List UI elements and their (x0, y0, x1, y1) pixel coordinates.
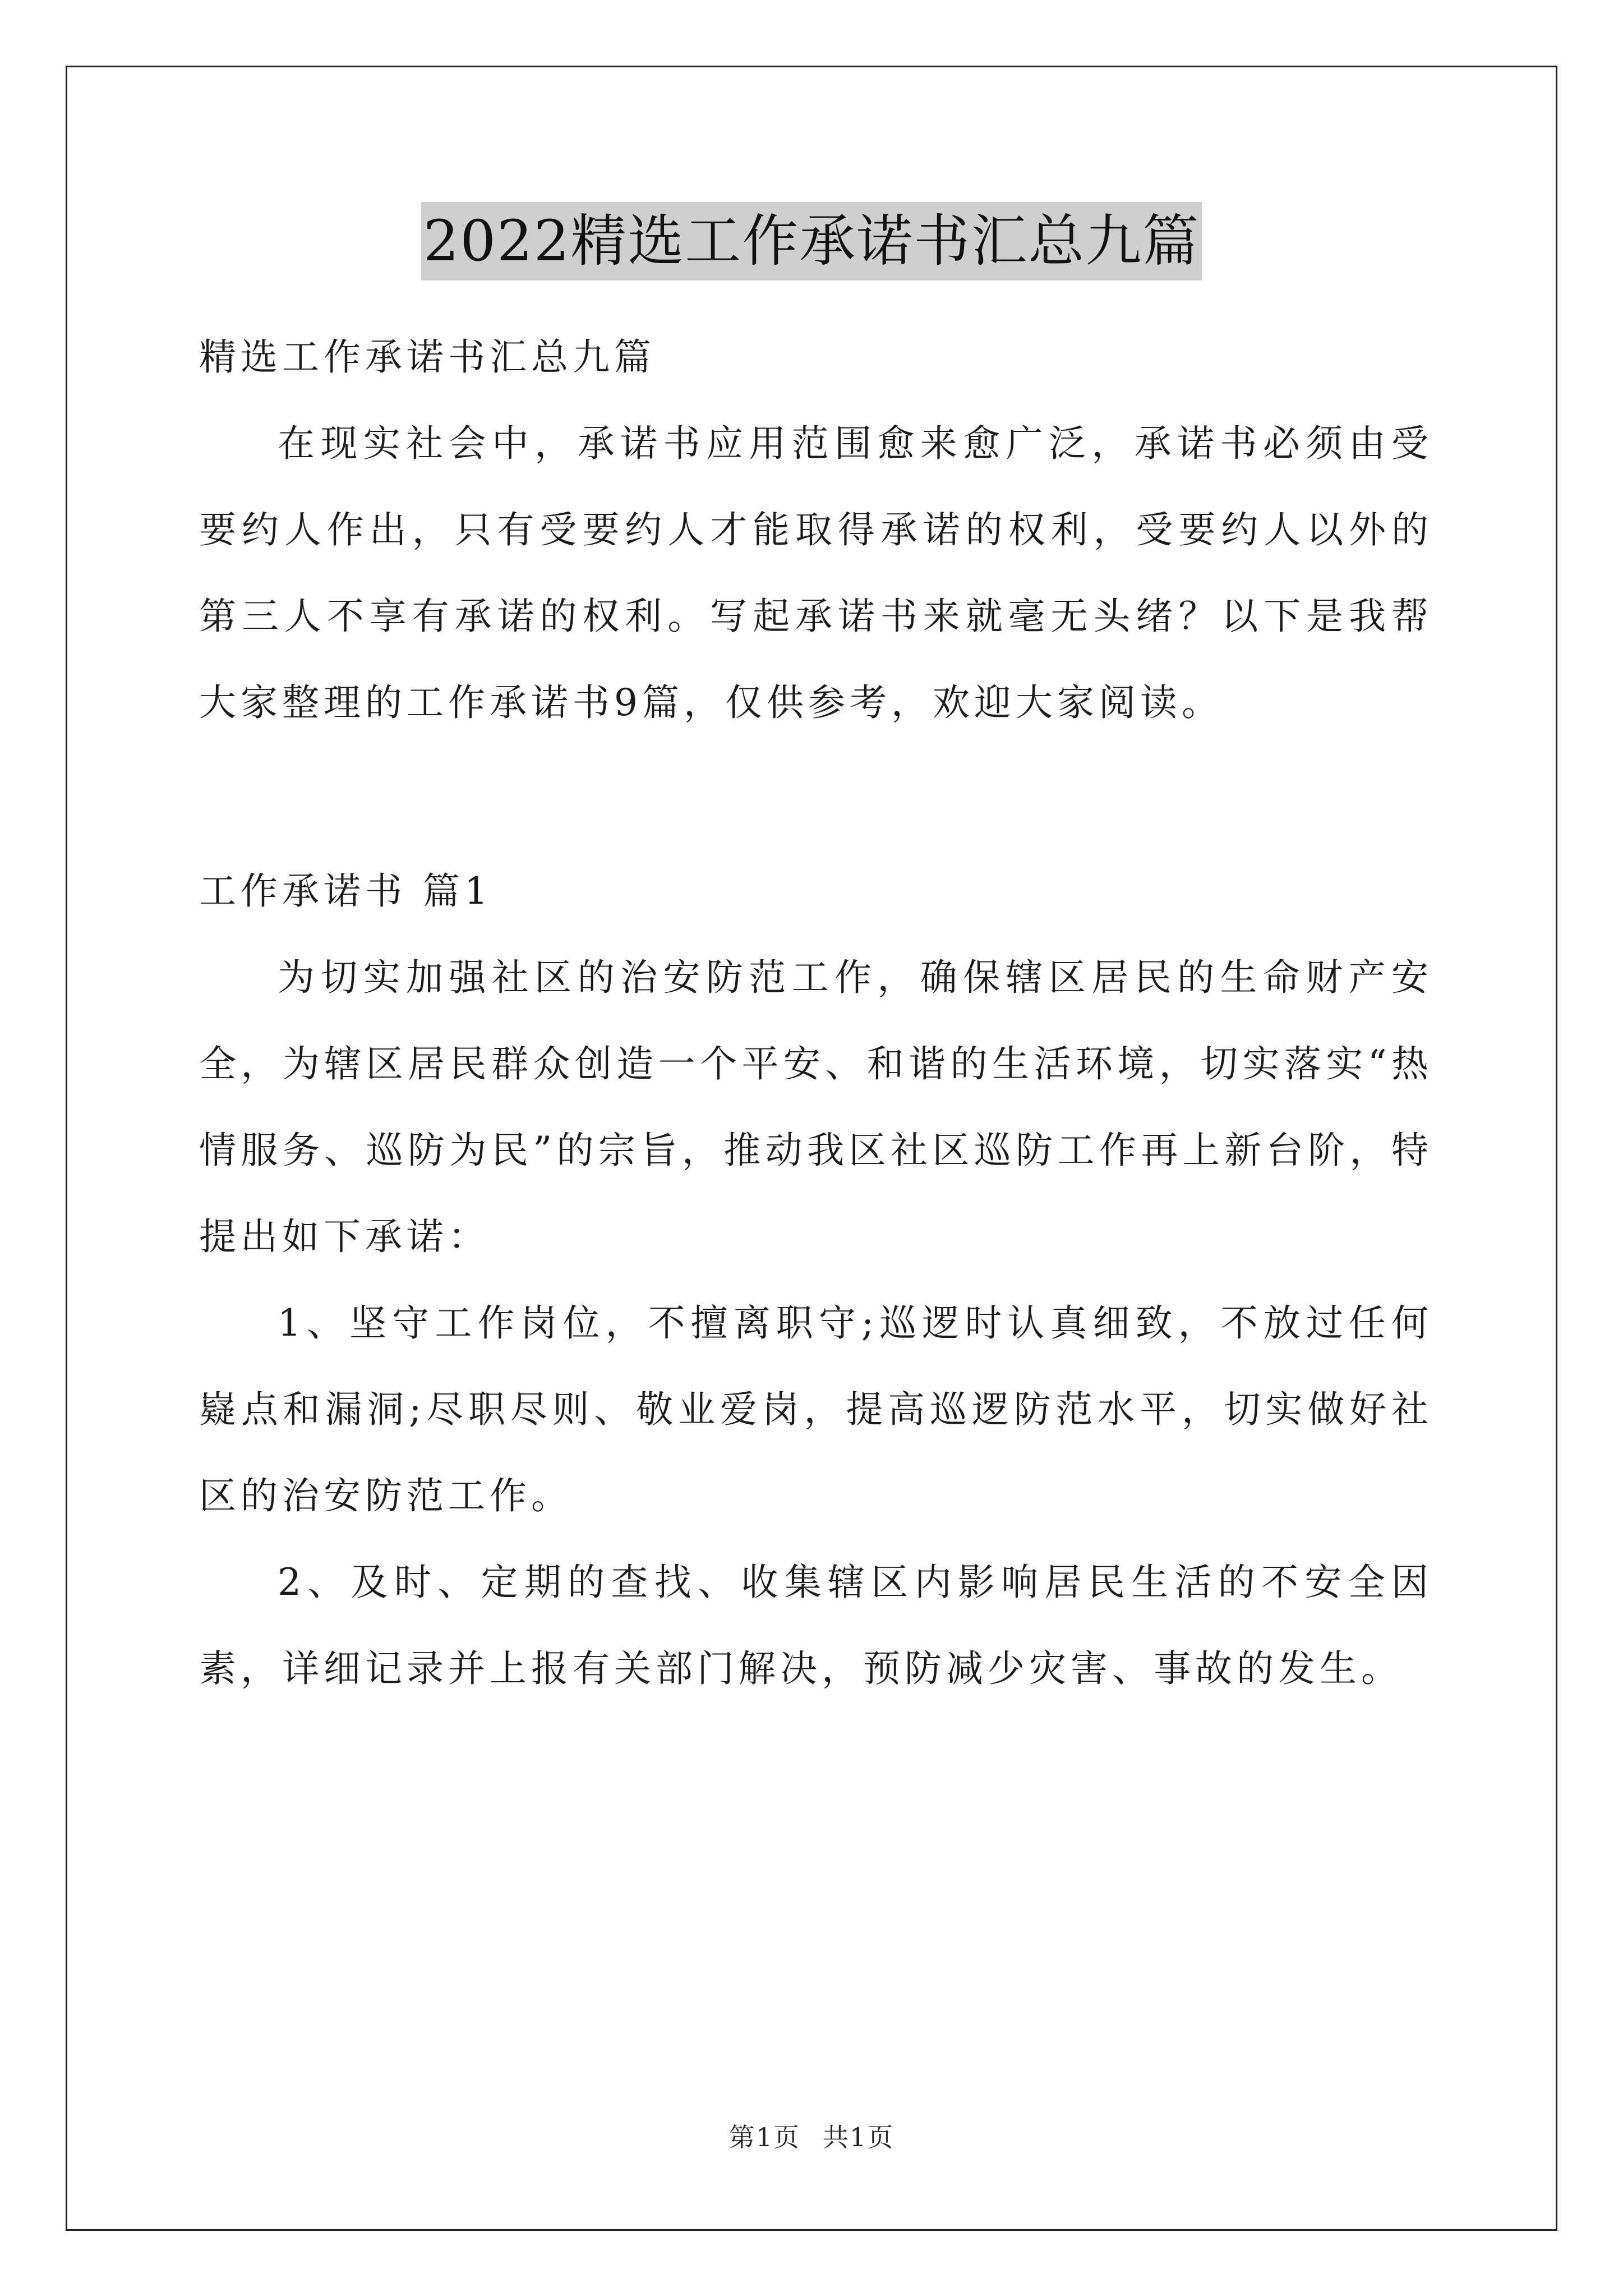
page-footer (0, 2120, 1623, 2154)
list-item: 1、坚守工作岗位，不擅离职守;巡逻时认真细致，不放过任何嶷点和漏洞;尽职尽则、敬业爱岗，提高巡逻防范水平，切实做好社区的治安防范工作。 (199, 1301, 1433, 1517)
document-subtitle: 精选工作承诺书汇总九篇 (199, 335, 656, 379)
page-number: 第1页 (728, 2122, 800, 2152)
intro-paragraph: 在现实社会中，承诺书应用范围愈来愈广泛，承诺书必须由受要约人作出，只有受要约人才能取得承诺的权利，受要约人以外的第三人不享有承诺的权利。写起承诺书来就毫无头绪？以下是我帮大家整理的工作承诺书9篇，仅供参考，欢迎大家阅读。 (199, 422, 1433, 724)
section-paragraph: 为切实加强社区的治安防范工作，确保辖区居民的生命财产安全，为辖区居民群众创造一个平安、和谐的生活环境，切实落实“热情服务、巡防为民”的宗旨，推动我区社区巡防工作再上新台阶，特提出如下承诺： (199, 956, 1433, 1258)
page-total: 共1页 (823, 2122, 895, 2152)
title-container (0, 202, 1623, 280)
list-item: 2、及时、定期的查找、收集辖区内影响居民生活的不安全因素，详细记录并上报有关部门解决，预防减少灾害、事故的发生。 (199, 1561, 1433, 1690)
document-body (199, 314, 1433, 1712)
document-title: 2022精选工作承诺书汇总九篇 (421, 202, 1202, 280)
section-heading: 工作承诺书 篇1 (199, 869, 492, 913)
